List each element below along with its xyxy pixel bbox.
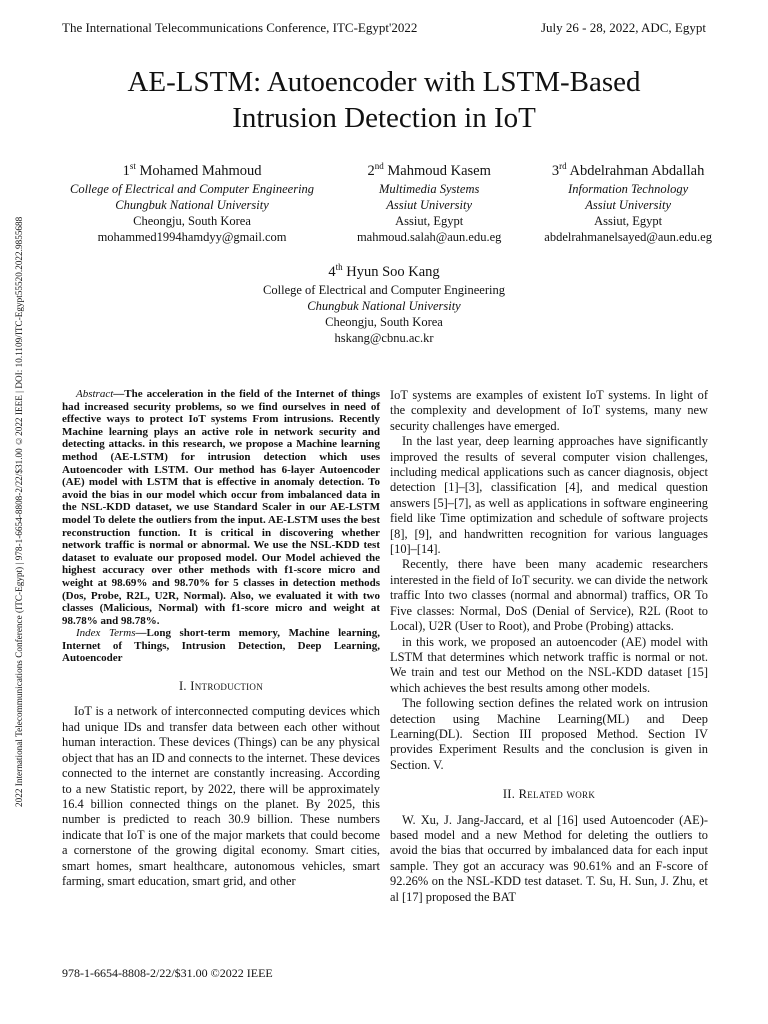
side-doi-text: 2022 International Telecommunications Conference (ITC-Egypt) | 978-1-6654-8808-2/22/$31.00 ©2022 IEEE | DOI: 10.1109/ITC-Egypt55520.2022.9855688 (14, 216, 24, 808)
author-block-1 (70, 156, 314, 245)
right-column (390, 388, 708, 905)
intro-paragraph-2: In the last year, deep learning approaches have significantly improved the results of several computer vision challenges, including medical applications such as cancer diagnosis, object detection [1]–[3], classification [4], and medical question answers [5]–[7], as well as applications in software engineering field like Time optimization and schedule of software projects [8], [9], and handwritten recognition for various languages [10]–[14]. (390, 434, 708, 557)
author-email[interactable]: mahmoud.salah@aun.edu.eg (356, 229, 502, 244)
paper-title (60, 64, 708, 136)
left-column (62, 388, 380, 889)
title-line-1: AE-LSTM: Autoencoder with LSTM-Based (127, 66, 641, 98)
abstract (62, 388, 380, 627)
index-terms (62, 627, 380, 665)
abstract-text: —The acceleration in the field of the Internet of things had increased security problems, so we find ourselves in need of effective ways to protect IoT systems From intrusions. Recently Machine learning plays an active role in network security and detecting attacks. in this research, we propose a Machine learning method (AE-LSTM) for intrusion detection which uses Autoencoder with LSTM. Our method has 6-layer Autoencoder (AE) model with LSTM that is effective in anomaly detection. To avoid the bias in our model which occur from imbalanced data in the NSL-KDD dataset, we use Standard Scaler in our AE-LSTM model To delete the outliers from the input. AE-LSTM uses the best reconstruction function. It is critical in discovering whether network traffic is normal or abnormal. We use the NSL-KDD test dataset to evaluate our proposed model. Our Model achieved the highest accuracy over other methods with f1-score micro and weight at 98.69% and 98.70% for 5 classes in detection methods (Dos, Probe, R2L, U2R, Normal). Also, we evaluated it with two classes (Malicious, Normal) with f1-score micro and weight at 98.78% and 98.78%. (62, 388, 380, 627)
intro-paragraph-5: The following section defines the related work on intrusion detection using Machine Learning(ML) and Deep Learning(DL). Section III proposed Method. Section IV provides Experiment Results and the conclusion is given in Section. V. (390, 696, 708, 772)
author-name: 3rd Abdelrahman Abdallah (551, 161, 705, 179)
author-block-2 (357, 156, 501, 245)
author-email[interactable]: abdelrahmanelsayed@aun.edu.eg (544, 229, 712, 244)
author-name: 4th Hyun Soo Kang (328, 262, 440, 280)
author-affiliation: Multimedia Systems (379, 181, 480, 196)
author-email[interactable]: mohammed1994hamdyy@gmail.com (97, 229, 287, 244)
author-university: Chungbuk National University (307, 298, 461, 313)
author-location: Cheongju, South Korea (133, 213, 251, 228)
footer-copyright: 978-1-6654-8808-2/22/$31.00 ©2022 IEEE (62, 966, 273, 980)
author-affiliation: Information Technology (568, 181, 689, 196)
related-work-paragraph-1: W. Xu, J. Jang-Jaccard, et al [16] used Autoencoder (AE)-based model and a new Method for deleting the outliers to avoid the bias that occurred by imbalanced data for each input sample. They got an accuracy was 90.61% and an F-score of 92.26% on the NSL-KDD test dataset. T. Su, H. Sun, J. Zhu, et al [17] proposed the BAT (390, 812, 708, 904)
intro-paragraph-continued: IoT systems are examples of existent IoT systems. In light of the complexity and development of IoT systems, many new security challenges have emerged. (390, 388, 708, 433)
author-affiliation: College of Electrical and Computer Engineering (263, 282, 505, 297)
author-email[interactable]: hskang@cbnu.ac.kr (334, 330, 434, 345)
author-location: Assiut, Egypt (395, 213, 464, 228)
section-heading-introduction: I. Introduction (178, 679, 264, 694)
index-terms-text: —Long short-term memory, Machine learning, Internet of Things, Intrusion Detection, Deep Learning, Autoencoder (62, 627, 380, 665)
author-affiliation: College of Electrical and Computer Engineering (70, 181, 315, 196)
author-name: 1st Mohamed Mahmoud (122, 161, 262, 179)
author-university: Assiut University (386, 197, 473, 212)
author-university: Chungbuk National University (115, 197, 269, 212)
title-line-2: Intrusion Detection in IoT (232, 102, 536, 134)
authors-row (70, 156, 712, 245)
intro-paragraph-3: Recently, there have been many academic researchers interested in the field of IoT security. we can divide the network traffic Into two classes (normal and abnormal) traffics, OR To Five classes: Normal, DoS (Denial of Service), R2L (Root to Local), U2R (User to Root), and Probe (Probing) attacks. (390, 557, 708, 634)
author-block-3 (544, 156, 712, 245)
intro-paragraph-1: IoT is a network of interconnected computing devices which had unique IDs and transfer data between each other without human interaction. These devices (Things) can be any physical object that has an ID and connects to the internet. These devices connected to the internet are constantly increasing. According to a new Statistic report, by 2022, there will be approximately 16.4 billion connected things on the planet. By 2025, this number is predicted to reach 30.9 billion. These numbers indicate that IoT is one of the major markets that could become a cornerstone of the growing digital economy. Smart cities, smart homes, smart healthcare, autonomous vehicles, smart farming, smart education, smart grid, and other (62, 704, 380, 888)
author-university: Assiut University (585, 197, 672, 212)
index-terms-lead: Index Terms (76, 627, 136, 640)
author-name: 2nd Mahmoud Kasem (367, 161, 491, 179)
running-head (62, 20, 706, 36)
author-location: Cheongju, South Korea (325, 314, 443, 329)
intro-paragraph-4: in this work, we proposed an autoencoder (AE) model with LSTM that determines which network traffic is normal or not. We train and test our Method on the NSL-KDD dataset [15] which achieves the best results among other models. (390, 634, 708, 695)
author-block-4 (0, 257, 768, 346)
abstract-lead: Abstract (76, 388, 114, 400)
section-heading-related-work: II. Related work (502, 787, 596, 802)
author-location: Assiut, Egypt (594, 213, 663, 228)
conference-date: July 26 - 28, 2022, ADC, Egypt (540, 20, 706, 35)
conference-name: The International Telecommunications Conference, ITC-Egypt'2022 (62, 20, 418, 35)
